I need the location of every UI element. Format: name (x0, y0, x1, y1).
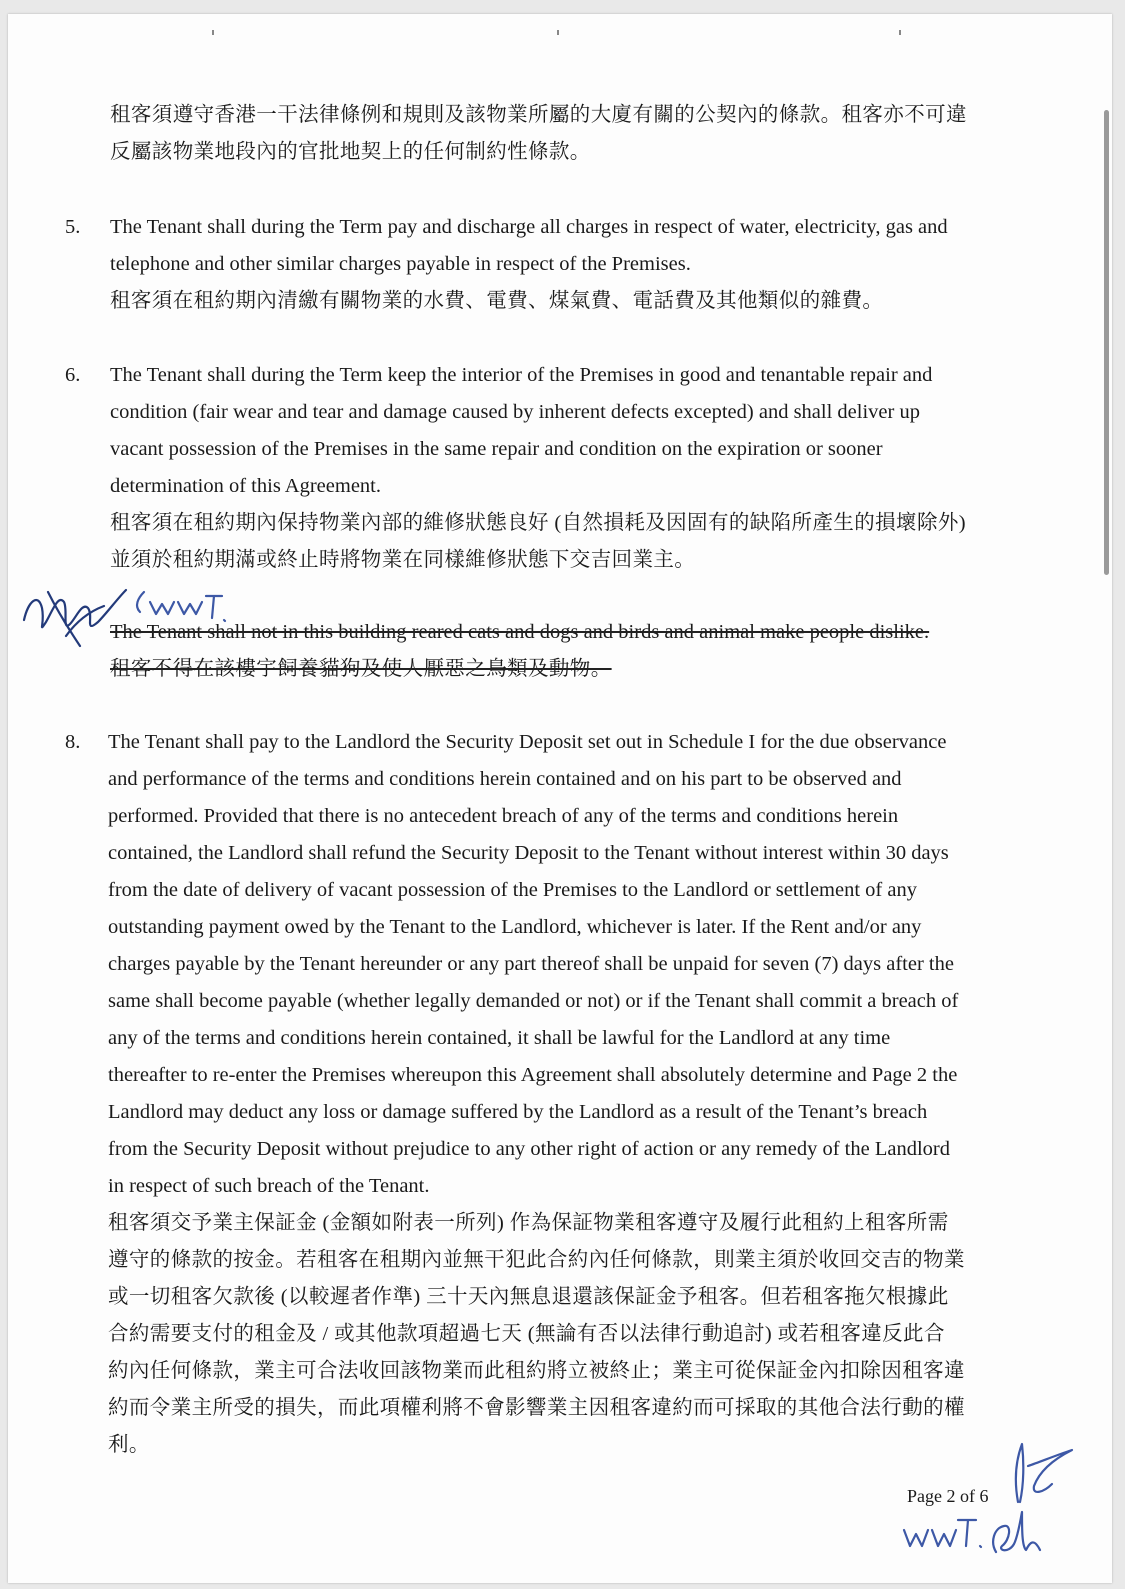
clause7-en-struck: The Tenant shall not in this building reared cats and dogs and birds and animal make people dislike. (110, 621, 930, 643)
clause8-zh-line: 租客須交予業主保証金 (金額如附表一所列) 作為保証物業租客遵守及履行此租約上租客所需 (108, 1212, 949, 1234)
clause4-zh-line: 租客須遵守香港一干法律條例和規則及該物業所屬的大廈有關的公契內的條款。租客亦不可違 (110, 104, 967, 126)
clause8-en-line: contained, the Landlord shall refund the Security Deposit to the Tenant without interest within 30 days (108, 842, 949, 864)
page-edge-mark (557, 30, 559, 35)
clause4-zh-line: 反屬該物業地段內的官批地契上的任何制約性條款。 (110, 141, 591, 163)
clause8-en-line: and performance of the terms and conditions herein contained and on his part to be observed and (108, 768, 902, 790)
scrollbar[interactable] (1104, 110, 1109, 575)
clause8-en-line: charges payable by the Tenant hereunder or any part thereof shall be unpaid for seven (7) days after the (108, 953, 954, 975)
footer-initials-scribble (1010, 1440, 1100, 1510)
clause6-zh-line: 並須於租約期滿或終止時將物業在同樣維修狀態下交吉回業主。 (110, 549, 696, 571)
page-number: Page 2 of 6 (907, 1486, 989, 1506)
clause8-en-line: thereafter to re-enter the Premises whereupon this Agreement shall absolutely determine and Page 2 the (108, 1064, 958, 1086)
clause6-en-line: determination of this Agreement. (110, 475, 381, 497)
clause8-en-line: from the Security Deposit without prejudice to any other right of action or any remedy of the Landlord (108, 1138, 950, 1160)
clause5-en-line: telephone and other similar charges payable in respect of the Premises. (110, 253, 691, 275)
clause8-zh-line: 或一切租客欠款後 (以較遲者作準) 三十天內無息退還該保証金予租客。但若租客拖欠根據此 (108, 1286, 949, 1308)
clause6-en-line: condition (fair wear and tear and damage caused by inherent defects excepted) and shall deliver up (110, 401, 920, 423)
clause6-en-line: vacant possession of the Premises in the same repair and condition on the expiration or sooner (110, 438, 883, 460)
clause8-en-line: Landlord may deduct any loss or damage suffered by the Landlord as a result of the Tenant’s breach (108, 1101, 928, 1123)
clause8-en-line: in respect of such breach of the Tenant. (108, 1175, 430, 1197)
clause-number: 5. (65, 216, 81, 238)
clause5-en-line: The Tenant shall during the Term pay and discharge all charges in respect of water, electricity, gas and (110, 216, 948, 238)
handwritten-initials (18, 572, 128, 652)
clause-number: 8. (65, 731, 81, 753)
clause8-en-line: The Tenant shall pay to the Landlord the Security Deposit set out in Schedule I for the due observance (108, 731, 947, 753)
clause7-zh-struck: 租客不得在該樓宇飼養貓狗及使人厭惡之鳥類及動物。 (110, 658, 612, 680)
clause8-zh-line: 遵守的條款的按金。若租客在租期內並無干犯此合約內任何條款，則業主須於收回交吉的物業 (108, 1249, 965, 1271)
footer-signature (900, 1506, 1050, 1566)
clause5-zh-line: 租客須在租約期內清繳有關物業的水費、電費、煤氣費、電話費及其他類似的雜費。 (110, 290, 884, 312)
clause8-en-line: from the date of delivery of vacant possession of the Premises to the Landlord or settlement of any (108, 879, 917, 901)
clause8-zh-line: 合約需要支付的租金及 / 或其他款項超過七天 (無論有否以法律行動追討) 或若租客違反此合 (108, 1323, 945, 1345)
handwritten-note (128, 584, 228, 629)
clause6-en-line: The Tenant shall during the Term keep the interior of the Premises in good and tenantable repair and (110, 364, 933, 386)
clause-number: 6. (65, 364, 81, 386)
clause8-zh-line: 利。 (108, 1434, 150, 1456)
page-edge-mark (899, 30, 901, 35)
clause8-en-line: outstanding payment owed by the Tenant to the Landlord, whichever is later. If the Rent and/or any (108, 916, 922, 938)
clause8-en-line: any of the terms and conditions herein contained, it shall be lawful for the Landlord at any time (108, 1027, 891, 1049)
page-edge-mark (212, 30, 214, 35)
clause8-en-line: same shall become payable (whether legally demanded or not) or if the Tenant shall commit a breach of (108, 990, 959, 1012)
clause6-zh-line: 租客須在租約期內保持物業內部的維修狀態良好 (自然損耗及因固有的缺陷所產生的損壞除外) (110, 512, 966, 534)
clause8-en-line: performed. Provided that there is no antecedent breach of any of the terms and conditions herein (108, 805, 899, 827)
clause8-zh-line: 約而令業主所受的損失，而此項權利將不會影響業主因租客違約而可採取的其他合法行動的權 (108, 1397, 965, 1419)
clause8-zh-line: 約內任何條款，業主可合法收回該物業而此租約將立被終止；業主可從保証金內扣除因租客違 (108, 1360, 965, 1382)
